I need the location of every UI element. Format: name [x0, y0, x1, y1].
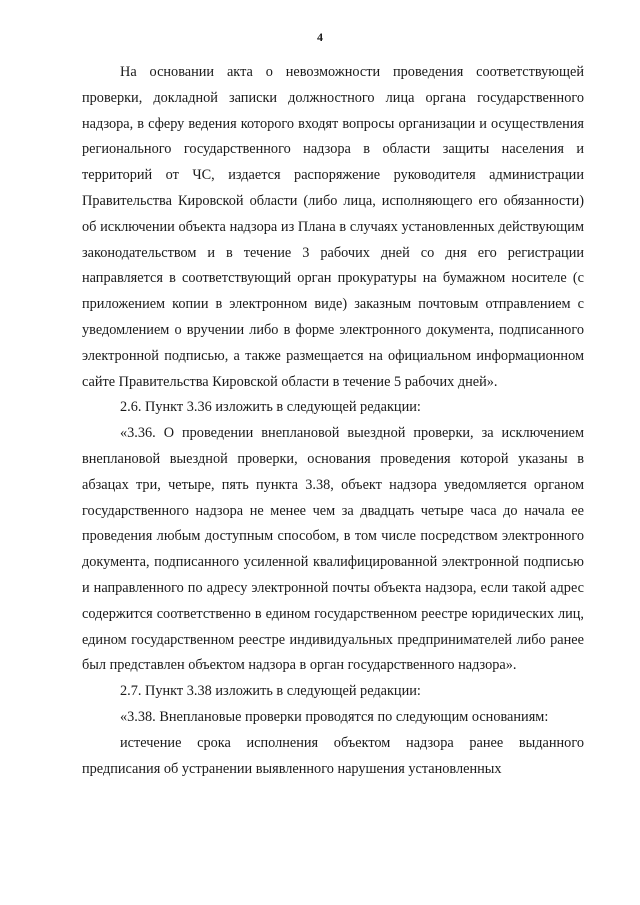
paragraph-exclusion-procedure: На основании акта о невозможности проведения соответствующей проверки, докладной записки должностного лица органа государственного надзора, в сферу ведения которого входят вопросы организации и осуществления регионального государственного надзора в области защиты населения и территорий от ЧС, издается распоряжение руководителя администрации Правительства Кировской области (либо лица, исполняющего его обязанности) об исключении объекта надзора из Плана в случаях установленных действующим законодательством и в течение 3 рабочих дней со дня его регистрации направляется в соответствующий орган прокуратуры на бумажном носителе (с приложением копии в электронном виде) заказным почтовым отправлением с уведомлением о вручении либо в форме электронного документа, подписанного электронной подписью, а также размещается на официальном информационном сайте Правительства Кировской области в течение 5 рабочих дней». [82, 64, 584, 390]
paragraph-amendment-3-38-heading: 2.7. Пункт 3.38 изложить в следующей редакции: [120, 683, 421, 700]
paragraph-amendment-3-36-heading: 2.6. Пункт 3.36 изложить в следующей редакции: [120, 399, 421, 416]
paragraph-ground-first: истечение срока исполнения объектом надзора ранее выданного предписания об устранении выявленного нарушения установленных [82, 734, 584, 777]
document-body [82, 60, 584, 782]
paragraph-clause-3-36: «3.36. О проведении внеплановой выездной проверки, за исключением внеплановой выездной проверки, основания проведения которой указаны в абзацах три, четыре, пять пункта 3.38, объект надзора уведомляется органом государственного надзора не менее чем за двадцать четыре часа до начала ее проведения любым доступным способом, в том числе посредством электронного документа, подписанного усиленной квалифицированной электронной подписью и направленного по адресу электронной почты объекта надзора, если такой адрес содержится соответственно в едином государственном реестре юридических лиц, едином государственном реестре индивидуальных предпринимателей либо ранее был представлен объектом надзора в орган государственного надзора». [82, 425, 584, 674]
page-number: 4 [317, 30, 323, 44]
paragraph-clause-3-38: «3.38. Внеплановые проверки проводятся по следующим основаниям: [120, 708, 549, 725]
